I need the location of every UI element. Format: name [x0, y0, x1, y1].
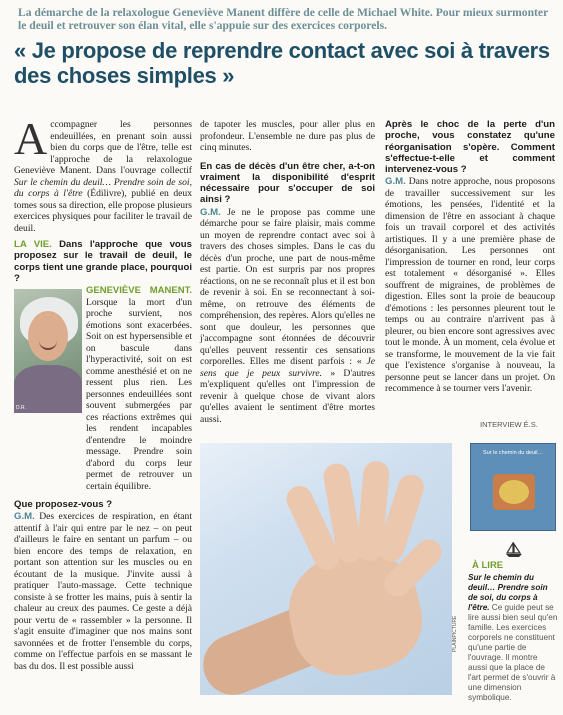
- a-lire-label: À LIRE: [472, 560, 504, 571]
- question-4: Après le choc de la perte d'un proche, vous constatez qu'une réorganisation s'opère. Comment s'effectue-t-elle et comment intervenez-vous ?: [385, 119, 555, 176]
- answer-1: GENEVIÈVE MANENT. Lorsque la mort d'un proche survient, nos émotions sont exacerbées. Soit on est hypersensible et on bascule dans l'hyperactivité, soit on est comme anesthésié et on ne ressent plus rien. Les personnes endeuillées sont souvent submergées par ces réactions extrêmes qui les rendent incapables d'entendre le moindre message. Prendre soin d'abord du corps leur permet de retrouver un certain équilibre.: [86, 285, 192, 492]
- answer-2: G.M. Des exercices de respiration, en étant attentif à l'air qui entre par le nez – on peut d'ailleurs le faire en sentant un parfum – ou bien encore des temps de relaxation, en portant son attention sur les muscles ou en écoutant de la musique. J'invite aussi à pratiquer l'auto-massage. Cette technique consiste à se frotter les mains, puis à sentir la chaleur au creux des paumes. Ce geste a déjà pour vertu de « rassembler » la personne. Il s'agit ensuite d'imaginer que nos mains sont savonnées et de frotter l'ensemble du corps, comme on l'effectue parfois en se massant le bas du dos. Il est possible aussi: [14, 511, 192, 672]
- book-title-inline: Sur le chemin du deuil… Prendre soin de soi, du corps à l'être: [14, 176, 192, 199]
- question-3: En cas de décès d'un être cher, a-t-on vraiment la disponibilité d'esprit nécessaire pour s'occuper de soi ainsi ?: [200, 160, 375, 206]
- book-cover: [468, 443, 556, 531]
- dropcap: A: [14, 113, 48, 164]
- speaker-name: GENEVIÈVE MANENT.: [86, 285, 192, 297]
- article-deck: La démarche de la relaxologue Geneviève Manent diffère de celle de Michael White. Pour mieux surmonter le deuil et retrouver son élan vital, elle s'appuie sur des exercices corporels.: [18, 6, 549, 32]
- column-3: [385, 119, 555, 395]
- question-1: LA VIE. Dans l'approche que vous proposez sur le travail de deuil, le corps tient une grande place, pourquoi ?: [14, 239, 192, 284]
- portrait-photo: [14, 289, 82, 413]
- answer-2-continued: de tapoter les muscles, pour aller plus en profondeur. L'ensemble ne dure pas plus de cinq minutes.: [200, 119, 375, 153]
- column-2: [200, 119, 375, 425]
- book-info: [468, 573, 558, 703]
- answer-3: G.M. Je ne le propose pas comme une démarche pour se faire plaisir, mais comme un moyen de reprendre contact avec soi à travers des choses simples. Dans le cas du décès d'un proche, une part de nous-même est partie. On est surpris par nos propres réactions, on ne se reconnaît plus et il est bon de revenir à soi. En se reconnectant à soi-même, on retrouve des éléments de compréhension, des repères. Alors qu'elles ne sont que douleur, les personnes que j'accompagne sont étonnées de découvrir qu'elles peuvent ressentir ces sensations corporelles. Elles me disent parfois : « Je sens que je peux survivre. » D'autres m'expliquent qu'elles ont l'impression de revenir à quelque chose de vivant alors qu'elles avaient le sentiment d'être mortes aussi.: [200, 206, 375, 425]
- question-2: Que proposez-vous ?: [14, 499, 113, 511]
- book-cover-title: Sur le chemin du deuil…: [483, 450, 543, 456]
- book-info-desc: Ce guide peut se lire aussi bien seul qu'en famille. Les exercices corporels ne constituent qu'une partie de l'ouvrage. Il montre aussi que la place de l'art permet de s'ouvrir à une dimension symbolique.: [468, 603, 558, 702]
- portrait-credit: D.R.: [16, 405, 26, 411]
- book-info-title: Sur le chemin du deuil… Prendre soin de soi, du corps à l'être.: [468, 573, 548, 612]
- photo-credit: PLAINPICTURE: [452, 615, 458, 652]
- intro-paragraph: Accompagner les personnes endeuillées, en prenant soin aussi bien du corps que de l'être, telle est l'approche de la relaxologue Geneviève Manent. Dans l'ouvrage collectif Sur le chemin du deuil… Prendre soin de soi, du corps à l'être (Édilivre), publié en deux tomes sous sa direction, elle propose plusieurs exercices physiques pour faciliter le travail de deuil.: [14, 113, 192, 234]
- interview-credit: INTERVIEW É.S.: [480, 420, 538, 429]
- article-title: « Je propose de reprendre contact avec soi à travers des choses simples »: [14, 38, 550, 88]
- hands-photo: [200, 443, 452, 695]
- book-icon: [504, 542, 524, 558]
- answer-4: G.M. Dans notre approche, nous proposons de travailler successivement sur les émotions, les pensées, l'identité et la dimension de l'être en associant à chaque fois un travail corporel et des activités artistiques. Il y a une première phase de désorganisation. Les personnes ont l'impression de tourner en rond, leur corps est totalement « désorganisé ». Elles souffrent de migraines, de problèmes de digestion. Elles sont la proie de beaucoup d'émotions : les personnes pleurent tout le temps ou au contraire n'arrivent pas à pleurer, ou bien encore sont agressives avec tout le monde. À un moment, cela évolue et se transforme, le mouvement de la vie fait que l'existence s'organise à nouveau, la personne peut se lancer dans un projet. On recommence à se tourner vers l'avenir.: [385, 176, 555, 395]
